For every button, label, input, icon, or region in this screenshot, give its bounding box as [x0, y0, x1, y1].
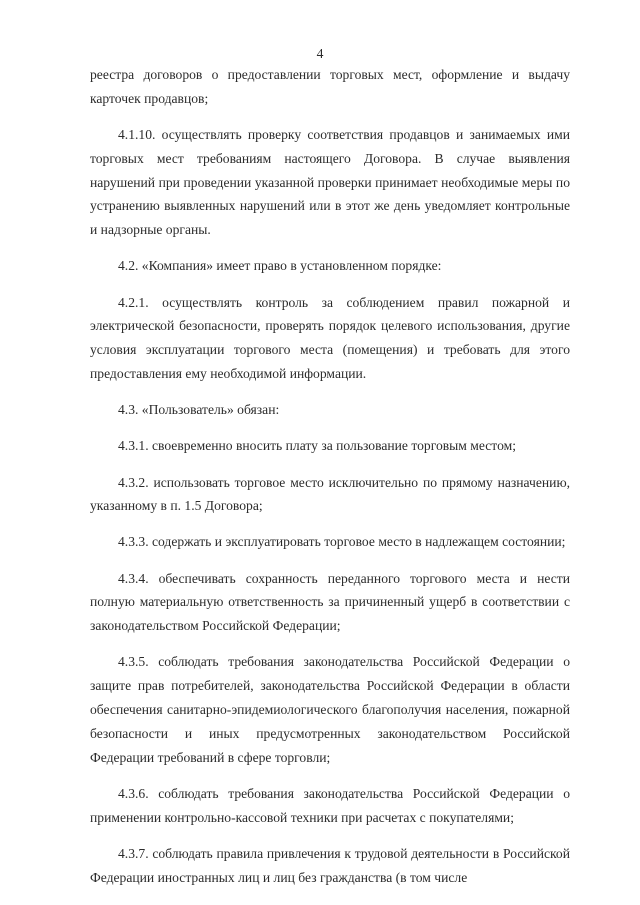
paragraph-4-3-5: 4.3.5. соблюдать требования законодательства Российской Федерации о защите прав потребителей, законодательства Российской Федерации в области обеспечения санитарно-эпидемиологического благополучия населения, пожарной безопасности и иных предусмотренных законодательством Российской Федерации требований в сфере торговли;	[90, 654, 570, 765]
paragraph-4-2: 4.2. «Компания» имеет право в установленном порядке:	[118, 258, 442, 274]
paragraph-registry-continuation: реестра договоров о предоставлении торговых мест, оформление и выдачу карточек продавцов;	[90, 67, 570, 106]
paragraph-4-3: 4.3. «Пользователь» обязан:	[118, 402, 280, 418]
paragraph-4-1-10: 4.1.10. осуществлять проверку соответствия продавцов и занимаемых ими торговых мест требованиям настоящего Договора. В случае выявления нарушений при проведении указанной проверки принимает необходимые меры по устранению выявленных нарушений или в этот же день уведомляет контрольные и надзорные органы.	[90, 126, 570, 238]
paragraph-4-3-1: 4.3.1. своевременно вносить плату за пользование торговым местом;	[118, 438, 516, 454]
paragraph-4-3-6: 4.3.6. соблюдать требования законодательства Российской Федерации о применении контрольно-кассовой техники при расчетах с покупателями;	[90, 785, 570, 825]
page-number: 4	[316, 46, 324, 61]
paragraph-4-2-1: 4.2.1. осуществлять контроль за соблюдением правил пожарной и электрической безопасности, проверять порядок целевого использования, другие условия эксплуатации торгового места (помещения) и требовать для этого предоставления ему необходимой информации.	[90, 294, 570, 381]
paragraph-4-3-2: 4.3.2. использовать торговое место исключительно по прямому назначению, указанному в п. 1.5 Договора;	[90, 474, 570, 514]
paragraph-4-3-7: 4.3.7. соблюдать правила привлечения к трудовой деятельности в Российской Федерации иностранных лиц и лиц без гражданства (в том числе	[90, 845, 570, 885]
paragraph-4-3-4: 4.3.4. обеспечивать сохранность переданного торгового места и нести полную материальную ответственность за причиненный ущерб в соответствии с законодательством Российской Федерации;	[90, 570, 570, 634]
paragraph-4-3-3: 4.3.3. содержать и эксплуатировать торговое место в надлежащем состоянии;	[118, 534, 566, 550]
document-body	[90, 63, 570, 889]
